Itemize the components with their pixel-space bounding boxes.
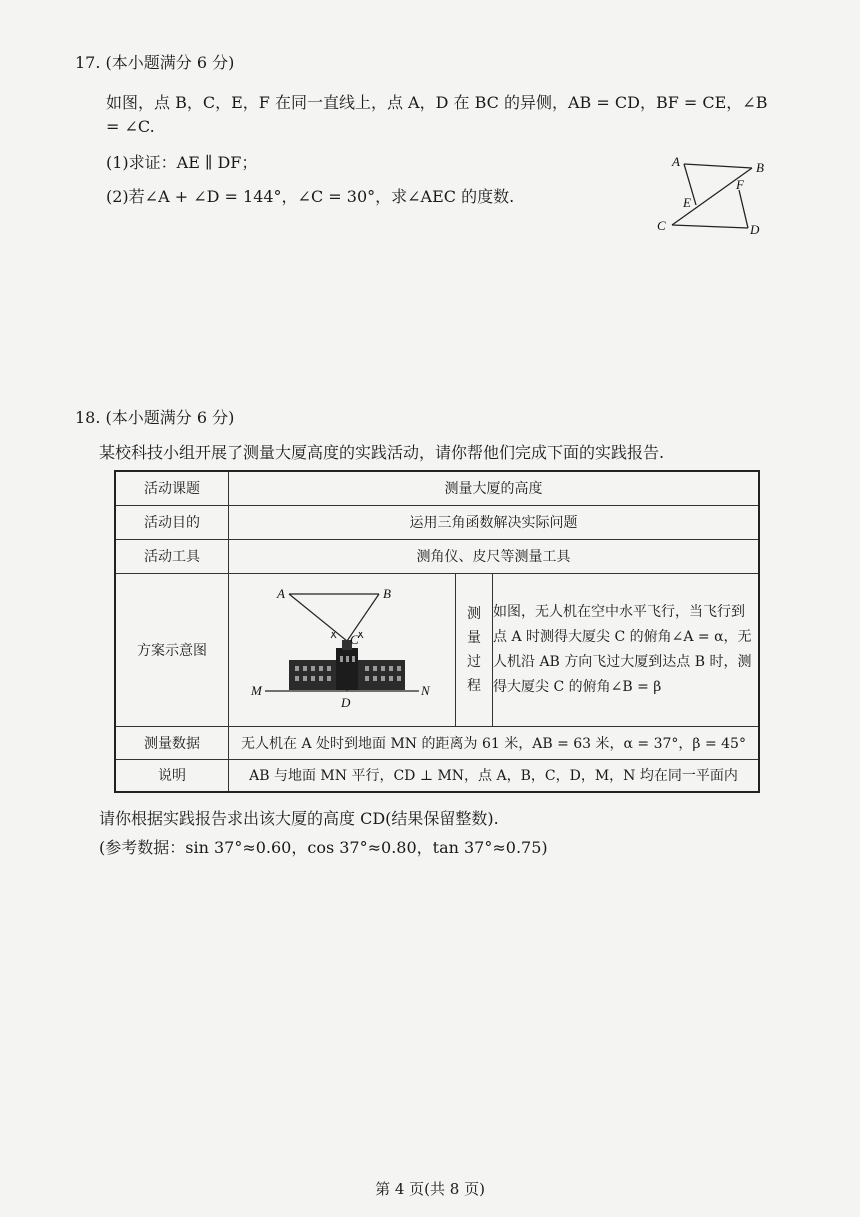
label-b: B bbox=[756, 160, 764, 175]
row-goal bbox=[115, 505, 759, 539]
row-topic bbox=[115, 471, 759, 505]
row-tools bbox=[115, 539, 759, 573]
q17-heading: 17. (本小题满分 6 分) bbox=[75, 53, 235, 72]
label-d: D bbox=[750, 222, 760, 237]
label-a: A bbox=[672, 154, 680, 169]
q17-stem-line2: = ∠C. bbox=[106, 117, 155, 136]
plan-figure-cell bbox=[229, 573, 456, 726]
practice-report-table bbox=[114, 470, 760, 793]
q17-stem-line1: 如图，点 B，C，E，F 在同一直线上，点 A，D 在 BC 的异侧，AB = CD，BF = CE，∠B bbox=[106, 93, 768, 112]
process-text: 如图，无人机在空中水平飞行，当飞行到点 A 时测得大厦尖 C 的俯角∠A = α，无人机沿 AB 方向飞过大厦到达点 B 时，测得大厦尖 C 的俯角∠B = β bbox=[493, 573, 760, 726]
fig-label-d: D bbox=[341, 694, 351, 710]
fig-label-a: A bbox=[277, 585, 285, 601]
label-c: C bbox=[657, 218, 666, 233]
q18-heading: 18. (本小题满分 6 分) bbox=[75, 408, 235, 427]
label-e: E bbox=[683, 195, 691, 210]
q18-reference: (参考数据：sin 37°≈0.60，cos 37°≈0.80，tan 37°≈0.75) bbox=[99, 838, 548, 857]
row-note bbox=[115, 759, 759, 792]
process-label: 测量过程 bbox=[467, 605, 481, 694]
page-footer: 第 4 页(共 8 页) bbox=[375, 1180, 485, 1198]
fig-label-c: C bbox=[350, 631, 359, 647]
q17-part1: (1)求证：AE ∥ DF； bbox=[106, 153, 258, 172]
plan-label: 方案示意图 bbox=[115, 573, 229, 726]
segment-cd bbox=[672, 225, 748, 228]
note-label: 说明 bbox=[115, 759, 229, 792]
q18-intro: 某校科技小组开展了测量大厦高度的实践活动，请你帮他们完成下面的实践报告. bbox=[99, 443, 665, 462]
q18-ask: 请你根据实践报告求出该大厦的高度 CD(结果保留整数). bbox=[99, 809, 499, 828]
line-ac bbox=[289, 594, 347, 641]
fig-label-b: B bbox=[383, 585, 391, 601]
topic-value: 测量大厦的高度 bbox=[229, 471, 760, 505]
note-value: AB 与地面 MN 平行，CD ⊥ MN，点 A，B，C，D，M，N 均在同一平面内 bbox=[229, 759, 760, 792]
fig-label-n: N bbox=[421, 682, 430, 698]
q17-part2: (2)若∠A + ∠D = 144°，∠C = 30°，求∠AEC 的度数. bbox=[106, 187, 515, 206]
data-value: 无人机在 A 处时到地面 MN 的距离为 61 米，AB = 63 米，α = 37°，β = 45° bbox=[229, 726, 760, 759]
topic-label: 活动课题 bbox=[115, 471, 229, 505]
segment-ab bbox=[684, 164, 752, 168]
row-data bbox=[115, 726, 759, 759]
q18-figure bbox=[229, 574, 455, 722]
tools-value: 测角仪、皮尺等测量工具 bbox=[229, 539, 760, 573]
q17-figure bbox=[650, 150, 770, 242]
building-illustration bbox=[289, 640, 405, 690]
process-label-cell bbox=[456, 573, 493, 726]
segment-fd bbox=[739, 190, 748, 228]
data-label: 测量数据 bbox=[115, 726, 229, 759]
goal-value: 运用三角函数解决实际问题 bbox=[229, 505, 760, 539]
row-plan bbox=[115, 573, 759, 726]
label-f: F bbox=[736, 177, 744, 192]
fig-label-m: M bbox=[251, 682, 262, 698]
goal-label: 活动目的 bbox=[115, 505, 229, 539]
tools-label: 活动工具 bbox=[115, 539, 229, 573]
